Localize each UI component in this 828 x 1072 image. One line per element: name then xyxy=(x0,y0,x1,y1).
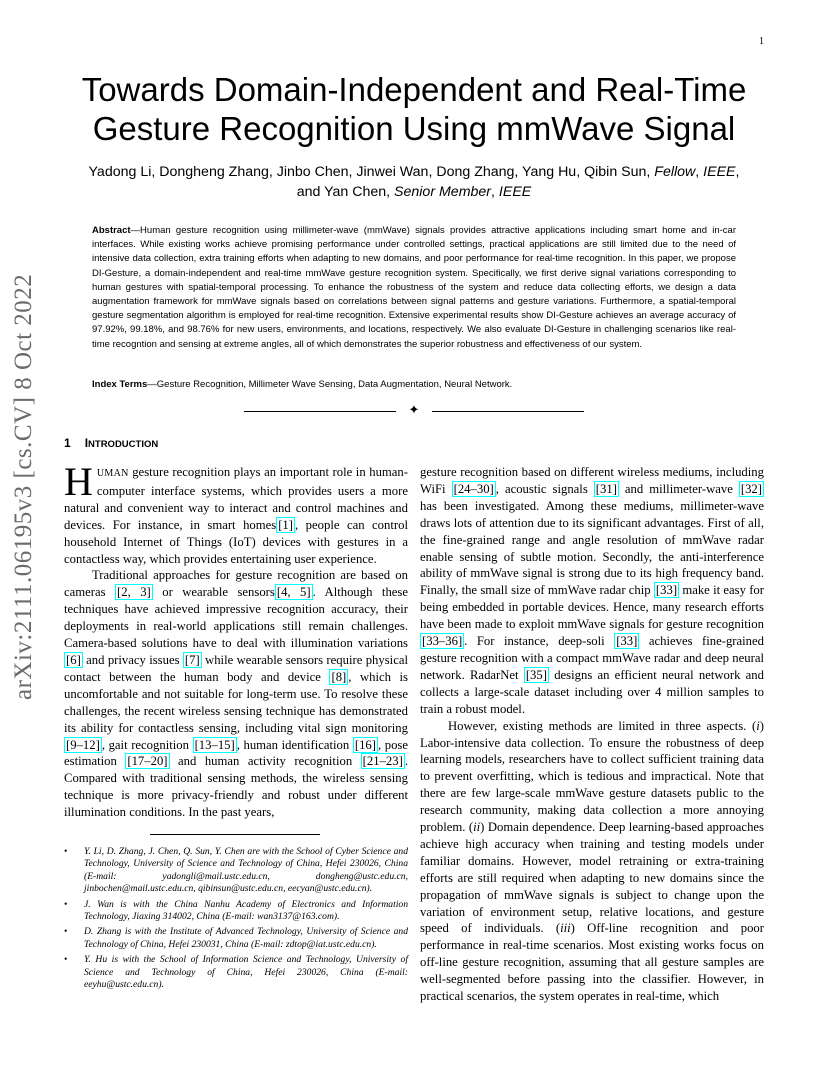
section-first-letter: I xyxy=(84,436,89,450)
title-line-1: Towards Domain-Independent and Real-Time xyxy=(81,71,747,108)
footnote-rule xyxy=(150,834,320,835)
body-text: gesture recognition based on different wireless mediums, including WiFi xyxy=(420,465,764,496)
footnote xyxy=(64,926,408,951)
abstract xyxy=(92,224,736,352)
divider-line-right xyxy=(432,411,584,412)
citation-link[interactable]: [21–23] xyxy=(362,754,403,769)
author-list xyxy=(60,162,768,202)
authors-names: Yadong Li, Dongheng Zhang, Jinbo Chen, Jinwei Wan, Dong Zhang, Yang Hu, Qibin Sun, xyxy=(88,164,655,180)
body-text: gesture recognition plays an important role in human-computer interface systems, which provides users a more natural and convenient way to interact and control machines and devices. For instance, in smart homes xyxy=(64,465,408,532)
intro-paragraph-3 xyxy=(420,464,764,718)
body-text: However, existing methods are limited in three aspects. ( xyxy=(448,718,757,733)
page-number: 1 xyxy=(759,36,764,47)
footnote-text: J. Wan is with the China Nanhu Academy of Electronics and Information Technology, Jiaxing 314002, China (E-mail: wan3137@163.com). xyxy=(84,898,408,923)
right-column xyxy=(420,464,764,1005)
footnote-text: Y. Hu is with the School of Information Science and Technology, University of Science and Technology of China, Hefei 230026, China (E-mail: eeyhu@ustc.edu.cn). xyxy=(84,954,408,991)
body-text: , which is uncomfortable and not suitable for long-term use. To resolve these challenges, the recent wireless sensing technique has demonstrated its ability for contactless sensing, including vital sign monitoring xyxy=(64,669,408,735)
body-text: ) Labor-intensive data collection. To ensure the robustness of deep learning models, researchers have to collect sufficient training data to prevent overfitting, which is tedious and impractical. Note that there are few large-scale mmWave gesture datasets public to the research community, making data collection a more annoying problem. ( xyxy=(420,718,764,835)
index-terms-text: —Gesture Recognition, Millimeter Wave Sensing, Data Augmentation, Neural Network. xyxy=(147,379,513,390)
body-text: , gait recognition xyxy=(101,737,193,752)
lead-smallcaps: UMAN xyxy=(96,468,129,479)
body-text: , people can control household Internet of Things (IoT) devices with gestures in a contactless way, which provides entertaining user experience. xyxy=(64,517,408,566)
citation-link[interactable]: [8] xyxy=(331,669,347,684)
author-role-sep-2: , xyxy=(491,184,499,200)
authors-line-2 xyxy=(60,182,768,202)
body-text: and privacy issues xyxy=(82,652,183,667)
list-marker: iii xyxy=(560,921,571,936)
bullet-icon: • xyxy=(64,954,68,966)
author-org: IEEE xyxy=(703,164,736,180)
author-line-end: , xyxy=(735,164,740,180)
body-text: Traditional approaches for gesture recognition are based on cameras xyxy=(64,568,408,600)
drop-cap: H xyxy=(64,459,93,504)
citation-link[interactable]: [32] xyxy=(740,481,762,496)
citation-link[interactable]: [35] xyxy=(525,667,547,682)
author-role: Fellow xyxy=(654,164,696,180)
body-text: , acoustic signals xyxy=(495,481,594,496)
footnote-text: D. Zhang is with the Institute of Advanced Technology, University of Science and Technology of China, Hefei 230031, China (E-mail: zdtop@iat.ustc.edu.cn). xyxy=(84,926,408,950)
body-text: . Compared with traditional sensing methods, the wireless sensing technique is more privacy-friendly and robust under different illumination conditions. In the past years, xyxy=(64,754,409,820)
title-line-2: Gesture Recognition Using mmWave Signal xyxy=(92,110,736,147)
citation-link[interactable]: [2, 3] xyxy=(117,585,151,600)
body-text: . For instance, deep-soli xyxy=(464,634,615,649)
index-terms xyxy=(92,378,736,392)
section-number: 1 xyxy=(64,436,71,450)
citation-link[interactable]: [31] xyxy=(595,481,617,496)
list-marker: i xyxy=(756,718,760,733)
citation-link[interactable]: [16] xyxy=(354,737,376,752)
body-text: has been investigated. Among these mediums, millimeter-wave draws lots of attention due to its significant advantages. First of all, the fine-grained range and angle resolution of mmWave radar enable sensing of subtle motion. Secondly, the anti-interference ability of mmWave signal is strong due to its high frequency band. Finally, the small size of mmWave radar chip xyxy=(420,498,764,598)
citation-link[interactable]: [33–36] xyxy=(422,634,463,649)
body-text: while wearable sensors require physical contact between the human body and device xyxy=(64,652,408,684)
body-text: designs an efficient neural network and collects a large-scale dataset including over 4 million samples to train a robust model. xyxy=(420,667,764,716)
footnote xyxy=(64,846,408,896)
intro-paragraph-2 xyxy=(64,567,408,821)
divider-star-icon: ✦ xyxy=(408,403,420,418)
section-title-rest: NTRODUCTION xyxy=(88,439,159,450)
bullet-icon: • xyxy=(64,926,68,938)
body-text: and human activity recognition xyxy=(169,754,361,769)
arxiv-stamp: arXiv:2111.06195v3 [cs.CV] 8 Oct 2022 xyxy=(10,273,37,700)
footnotes xyxy=(64,846,408,994)
index-terms-label: Index Terms xyxy=(92,379,148,390)
section-heading xyxy=(64,436,158,450)
body-text: and millimeter-wave xyxy=(618,481,739,496)
intro-paragraph-1 xyxy=(64,459,408,567)
bullet-icon: • xyxy=(64,898,68,910)
body-text: achieves fine-grained gesture recognition with a compact mmWave radar and deep neural network. RadarNet xyxy=(420,634,765,682)
abstract-text: —Human gesture recognition using millimeter-wave (mmWave) signals provides attractive applications including smart home and in-car interfaces. While existing works achieve promising performance under controlled settings, practical applications are still limited due to the need of intensive data collection, extra training efforts when adapting to new domains, and poor performance for real-time recognition. In this paper, we propose DI-Gesture, a domain-independent and real-time mmWave gesture recognition system. Specifically, we first derive signal variations corresponding to human gestures with spatial-temporal processing. To enhance the robustness of the system and reduce data collecting efforts, we design a data augmentation framework for mmWave signals based on correlations between signal patterns and gesture variations. Furthermore, a spatial-temporal gesture segmentation algorithm is employed for real-time recognition. Extensive experimental results show DI-Gesture achieves an average accuracy of 97.92%, 99.18%, and 98.76% for new users, environments, and locations, respectively. We also evaluate DI-Gesture in challenging scenarios like real-time recogntion and sensing at extreme angles, all of which demonstrates the superior robustness and effectiveness of our system. xyxy=(92,225,736,350)
citation-link[interactable]: [33] xyxy=(616,634,638,649)
citation-link[interactable]: [1] xyxy=(278,517,293,532)
citation-link[interactable]: [7] xyxy=(184,652,200,667)
bullet-icon: • xyxy=(64,846,68,857)
authors-line-1 xyxy=(60,162,768,182)
body-text: make it easy for being embedded in portable devices. Hence, many research efforts have been made to exploit mmWave signals for gesture recognition xyxy=(420,583,764,632)
body-text: ) Domain dependence. Deep learning-based approaches achieve high accuracy when training and testing models under familiar domains. However, model retraining or extra-training efforts are still required when adapting to new domains since the propagation of mmWave signals is subject to change upon the variation of environment setup, relative locations, and gesture speed of individuals. ( xyxy=(420,820,764,936)
intro-paragraph-4 xyxy=(420,718,764,1005)
body-text: , pose estimation xyxy=(64,737,408,769)
citation-link[interactable]: [24–30] xyxy=(453,481,494,496)
citation-link[interactable]: [17–20] xyxy=(127,754,168,769)
footnote xyxy=(64,954,408,991)
author-role-sep: , xyxy=(695,164,704,180)
body-text: ) Off-line recognition and poor performance in real-time scenarios. Most existing works focus on off-line gesture recognition, assuming that all gesture samples are well-segmented before passing into the classifier. However, in practical scenarios, the system operates in real-time, which xyxy=(420,921,764,1004)
body-text: or wearable sensors xyxy=(152,585,275,600)
citation-link[interactable]: [4, 5] xyxy=(276,585,311,600)
divider-line-left xyxy=(244,411,396,412)
body-text: . Although these techniques have achieved impressive recognition accuracy, their deployments in real-world applications still remain challenges. Camera-based solutions have to deal with illumination variations xyxy=(64,585,408,651)
author-org-2: IEEE xyxy=(498,184,532,200)
footnote xyxy=(64,899,408,924)
section-divider xyxy=(244,403,584,418)
body-text: , human identification xyxy=(236,737,353,752)
authors-names-2: and Yan Chen, xyxy=(296,184,395,200)
left-column xyxy=(64,459,409,821)
citation-link[interactable]: [6] xyxy=(66,652,81,667)
abstract-label: Abstract xyxy=(92,225,131,236)
list-marker: ii xyxy=(473,820,481,835)
citation-link[interactable]: [9–12] xyxy=(66,737,100,752)
citation-link[interactable]: [13–15] xyxy=(194,737,235,752)
footnote-text: Y. Li, D. Zhang, J. Chen, Q. Sun, Y. Chen are with the School of Cyber Science and Technology, University of Science and Technology of China, Hefei 230026, China (E-mail: yadongli@mail.ustc.edu.cn, dongheng@ustc.edu.cn, jinbochen@mail.ustc.edu.cn, qibinsun@ustc.edu.cn, eecyan@ustc.edu.cn). xyxy=(84,846,408,895)
citation-link[interactable]: [33] xyxy=(655,583,678,598)
paper-title xyxy=(60,70,768,148)
author-role-2: Senior Member xyxy=(394,184,492,200)
